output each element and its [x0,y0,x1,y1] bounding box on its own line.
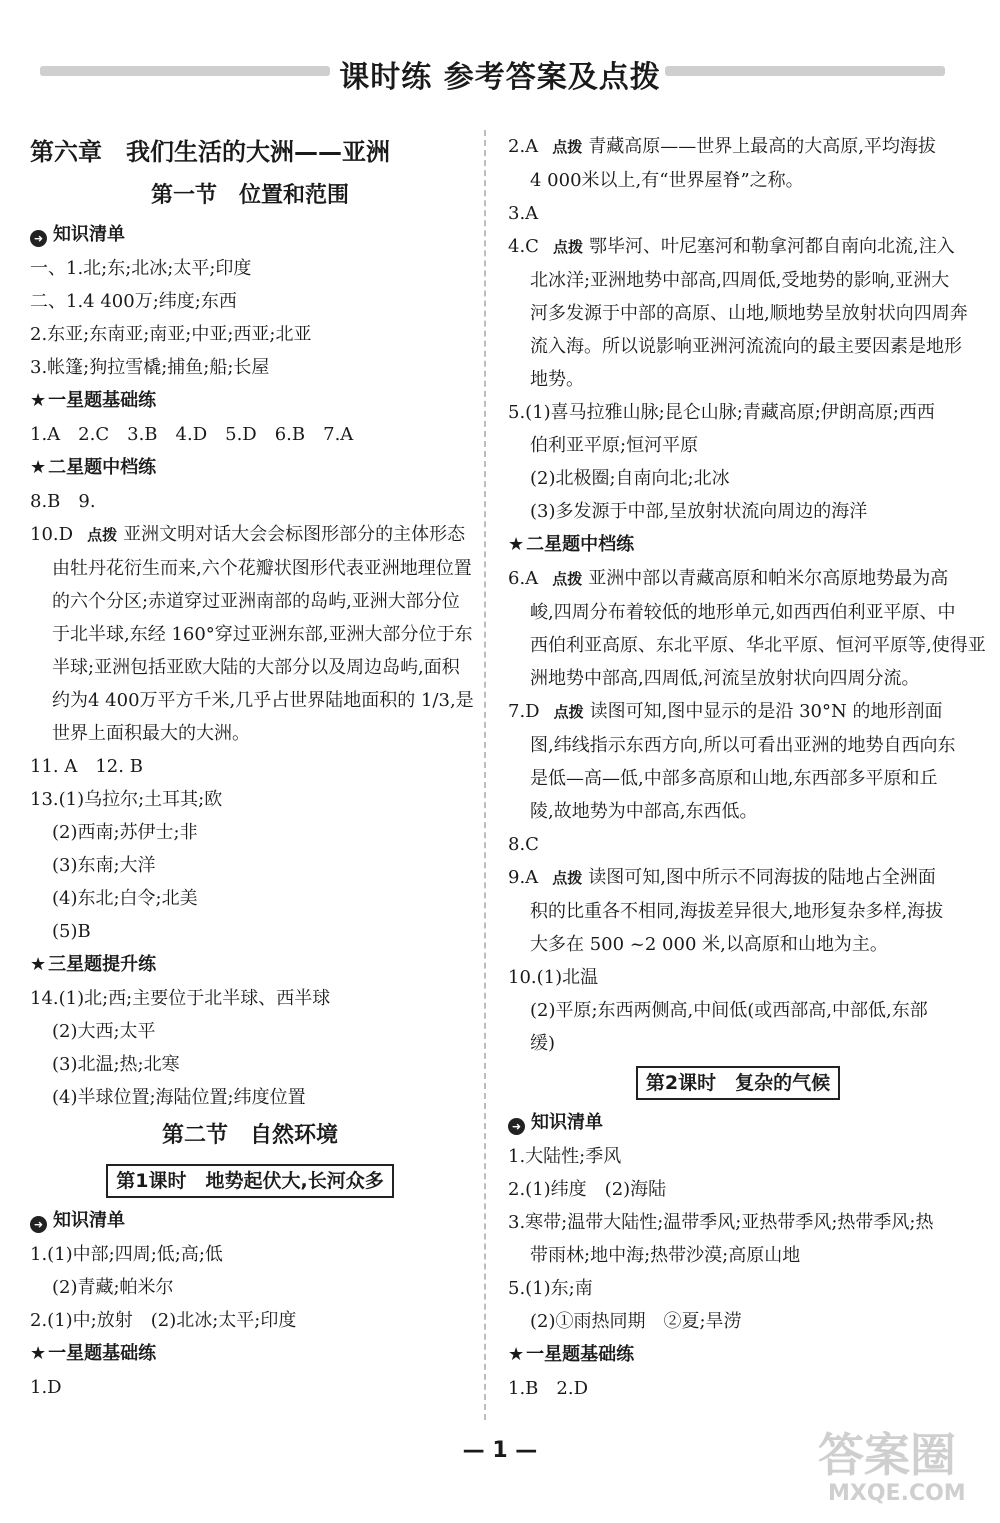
answer-line: (2)①雨热同期 ②夏;旱涝 [530,1311,742,1332]
lesson-title: 第1课时 地势起伏大,长河众多 [106,1164,393,1198]
answer-line: 1.A 2.C 3.B 4.D 5.D 6.B 7.A [30,424,354,445]
section-title: 第一节 位置和范围 [150,183,349,208]
answer-line: 3.A [508,203,539,224]
title-decoration-right [665,66,945,76]
arrow-circle-icon: ➜ [30,230,47,247]
explanation-line: 峻,四周分布着较低的地形单元,如西西伯利亚平原、中 [530,602,956,623]
answer-line: 14.(1)北;西;主要位于北半球、西半球 [30,988,331,1009]
tip-label: 点拨 [552,570,583,588]
question-4: 4.C 点拨 鄂毕河、叶尼塞河和勒拿河都自南向北流,注入 [508,236,955,257]
right-column [508,130,986,1405]
explanation-line: 半球;亚洲包括亚欧大陆的大部分以及周边岛屿,面积 [52,657,460,678]
watermark-url: MXQE.COM [828,1481,966,1506]
star-icon: ★ [508,1344,525,1365]
answer-line: 3.帐篷;狗拉雪橇;捕鱼;船;长屋 [30,357,270,378]
answer-line: 带雨林;地中海;热带沙漠;高原山地 [530,1245,801,1266]
star-icon: ★ [30,1343,47,1364]
answer-line: (5)B [52,921,91,942]
knowledge-heading: ➜ 知识清单 [30,218,470,252]
explanation-line: 洲地势中部高,四周低,河流呈放射状向四周分流。 [530,668,920,689]
answer-line: 二、1.4 400万;纬度;东西 [30,291,237,312]
lesson-title: 第2课时 复杂的气候 [636,1066,840,1100]
answer-line: (2)青藏;帕米尔 [52,1277,174,1298]
tip-label: 点拨 [552,238,583,256]
arrow-circle-icon: ➜ [508,1118,525,1135]
explanation-line: 世界上面积最大的大洲。 [52,723,250,744]
arrow-circle-icon: ➜ [30,1216,47,1233]
explanation-line: 流入海。所以说影响亚洲河流流向的最主要因素是地形 [530,336,962,357]
chapter-title: 第六章 我们生活的大洲——亚洲 [30,138,390,166]
answer-line: 5.(1)东;南 [508,1278,593,1299]
question-9: 9.A 点拨 读图可知,图中所示不同海拔的陆地占全洲面 [508,867,936,888]
answer-line: 缓) [530,1033,556,1054]
explanation-line: 大多在 500 ~2 000 米,以高原和山地为主。 [530,934,888,955]
watermark-logo [818,1430,966,1508]
answer-line: (3)北温;热;北寒 [52,1054,180,1075]
answer-line: 8.C [508,834,539,855]
question-7: 7.D 点拨 读图可知,图中显示的是沿 30°N 的地形剖面 [508,701,943,722]
answer-line: 5.(1)喜马拉雅山脉;昆仑山脉;青藏高原;伊朗高原;西西 [508,402,935,423]
section-title: 第二节 自然环境 [161,1123,338,1148]
explanation-line: 陵,故地势为中部高,东西低。 [530,801,758,822]
answer-line: 1.(1)中部;四周;低;高;低 [30,1244,223,1265]
answer-line: 2.(1)纬度 (2)海陆 [508,1179,667,1200]
explanation-line: 的六个分区;赤道穿过亚洲南部的岛屿,亚洲大部分位 [52,591,460,612]
answer-line: 2.(1)中;放射 (2)北冰;太平;印度 [30,1310,297,1331]
explanation-line: 于北半球,东经 160°穿过亚洲东部,亚洲大部分位于东 [52,624,473,645]
explanation-line: 北冰洋;亚洲地势中部高,四周低,受地势的影响,亚洲大 [530,270,950,291]
one-star-heading: ★ 一星题基础练 [30,390,157,411]
answer-line: (4)东北;白令;北美 [52,888,198,909]
left-column [30,130,474,1404]
answer-line: 1.D [30,1377,62,1398]
answer-line: (4)半球位置;海陆位置;纬度位置 [52,1087,306,1108]
answer-line: 13.(1)乌拉尔;土耳其;欧 [30,789,223,810]
question-2: 2.A 点拨 青藏高原——世界上最高的大高原,平均海拔 [508,136,936,157]
explanation-line: 图,纬线指示东西方向,所以可看出亚洲的地势自西向东 [530,735,956,756]
explanation-line: 约为4 400万平方千米,几乎占世界陆地面积的 1/3,是 [52,690,474,711]
answer-line: 8.B 9. [30,491,96,512]
star-icon: ★ [30,954,47,975]
star-icon: ★ [30,457,47,478]
tip-label: 点拨 [552,138,583,156]
explanation-line: 西伯利亚高原、东北平原、华北平原、恒河平原等,使得亚 [530,635,986,656]
explanation-line: 河多发源于中部的高原、山地,顺地势呈放射状向四周奔 [530,303,968,324]
column-divider [484,130,486,1420]
star-icon: ★ [30,390,47,411]
answer-line: (2)北极圈;自南向北;北冰 [530,468,730,489]
knowledge-heading: ➜ 知识清单 [508,1106,968,1140]
question-6: 6.A 点拨 亚洲中部以青藏高原和帕米尔高原地势最为高 [508,568,949,589]
answer-line: 1.大陆性;季风 [508,1146,622,1167]
tip-label: 点拨 [553,703,584,721]
answer-line: (3)多发源于中部,呈放射状流向周边的海洋 [530,501,868,522]
answer-line: 1.B 2.D [508,1378,589,1399]
answer-line: 一、1.北;东;北冰;太平;印度 [30,258,252,279]
watermark-text: 答案圈 [818,1428,956,1482]
one-star-heading: ★ 一星题基础练 [30,1343,157,1364]
two-star-heading: ★ 二星题中档练 [508,534,635,555]
answer-line: (2)大西;太平 [52,1021,156,1042]
knowledge-heading: ➜ 知识清单 [30,1204,470,1238]
page-title: 课时练 参考答案及点拨 [339,60,661,95]
explanation-line: 积的比重各不相同,海拔差异很大,地形复杂多样,海拔 [530,901,944,922]
answer-line: 3.寒带;温带大陆性;温带季风;亚热带季风;热带季风;热 [508,1212,934,1233]
answer-line: 伯利亚平原;恒河平原 [530,435,699,456]
answer-line: 10.(1)北温 [508,967,599,988]
tip-label: 点拨 [552,869,583,887]
explanation-line: 地势。 [530,369,584,390]
explanation-line: 由牡丹花衍生而来,六个花瓣状图形代表亚洲地理位置 [52,558,472,579]
page-number: — 1 — [462,1438,538,1463]
explanation-line: 是低—高—低,中部多高原和山地,东西部多平原和丘 [530,768,938,789]
star-icon: ★ [508,534,525,555]
answer-line: (2)西南;苏伊士;非 [52,822,198,843]
one-star-heading: ★ 一星题基础练 [508,1344,635,1365]
answer-line: (2)平原;东西两侧高,中间低(或西部高,中部低,东部 [530,1000,928,1021]
question-10: 10.D 点拨 亚洲文明对话大会会标图形部分的主体形态 [30,524,466,545]
three-star-heading: ★ 三星题提升练 [30,954,157,975]
two-star-heading: ★ 二星题中档练 [30,457,157,478]
answer-line: 2.东亚;东南亚;南亚;中亚;西亚;北亚 [30,324,312,345]
answer-line: 11. A 12. B [30,756,143,777]
tip-label: 点拨 [87,526,118,544]
explanation-line: 4 000米以上,有“世界屋脊”之称。 [530,170,804,191]
answer-line: (3)东南;大洋 [52,855,156,876]
